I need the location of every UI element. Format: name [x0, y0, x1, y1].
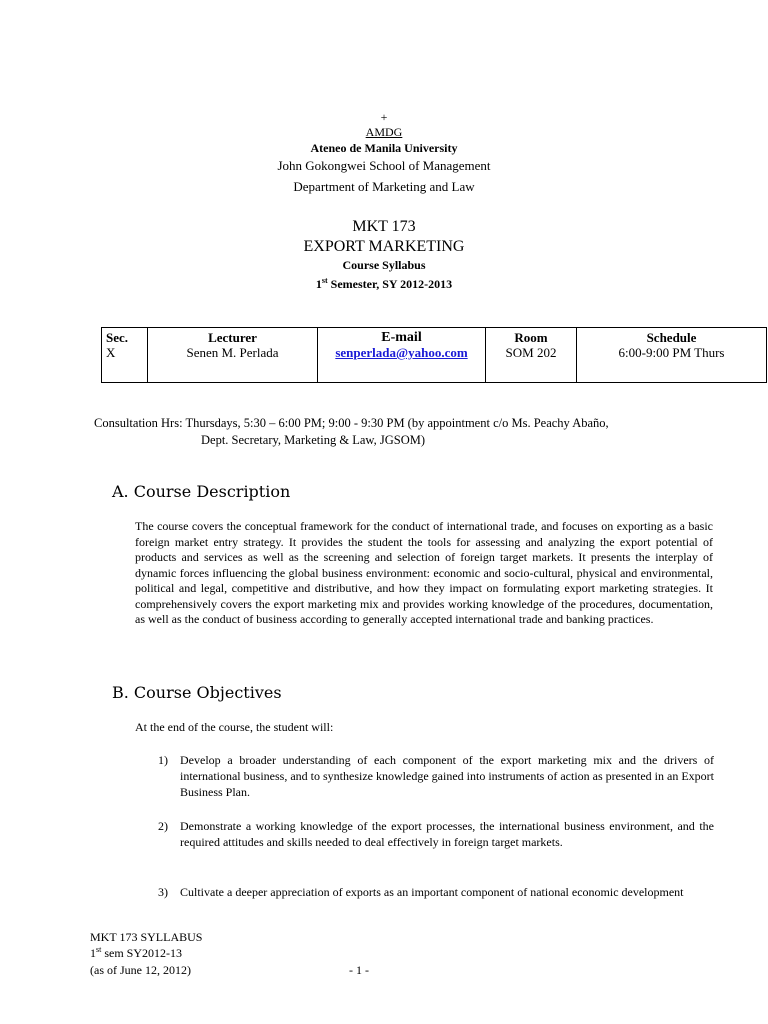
footer-course: MKT 173 SYLLABUS [90, 930, 203, 944]
email-cell [318, 328, 486, 383]
plus-mark: + [380, 110, 388, 124]
table-row [102, 328, 767, 383]
room-value: SOM 202 [505, 345, 557, 360]
list-number: 3) [158, 885, 168, 899]
list-item [158, 884, 714, 900]
semester-line: 1st Semester, SY 2012-2013 [315, 276, 453, 291]
email-link[interactable]: senperlada@yahoo.com [335, 345, 468, 360]
section-value: X [106, 345, 116, 360]
lecturer-cell [148, 328, 318, 383]
room-header: Room [514, 330, 548, 345]
course-code: MKT 173 [352, 218, 416, 235]
course-description-text: The course covers the conceptual framework for the conduct of international trade, and focuses on exporting as a basic foreign market entry strategy. It provides the student the tools for assessing and analyzing the export potential of products and services as well as the screening and selection of foreign target markets. It presents the interplay of dynamic forces influencing the global business environment: economic and socio-cultural, physical and environmental, political and legal, competitive and distributive, and how they impact on formulating export marketing strategies. It comprehensively covers the export marketing mix and provides working knowledge of the procedures, documentation, as well as the conduct of business according to generally accepted international trade and banking practices. [135, 519, 713, 626]
email-header: E-mail [381, 330, 422, 345]
amdg-line: AMDG [365, 125, 403, 139]
footer-semester: 1st sem SY2012-13 [90, 945, 183, 960]
schedule-cell [577, 328, 767, 383]
list-text: Cultivate a deeper appreciation of exports as an important component of national economic development [180, 885, 684, 899]
list-text: Demonstrate a working knowledge of the export processes, the international business environment, and the required attitudes and skills needed to deal effectively in foreign target markets. [180, 819, 714, 849]
list-item [158, 752, 714, 800]
consultation-hours: Consultation Hrs: Thursdays, 5:30 – 6:00 PM; 9:00 - 9:30 PM (by appointment c/o Ms. Peachy Abaño, [94, 416, 609, 430]
course-info-table [101, 327, 767, 383]
page-number: - 1 - [349, 963, 369, 977]
lecturer-value: Senen M. Perlada [186, 345, 279, 360]
section-a-heading: A. Course Description [112, 482, 291, 501]
consultation-hours-cont: Dept. Secretary, Marketing & Law, JGSOM) [201, 433, 426, 447]
list-number: 2) [158, 819, 168, 833]
schedule-value: 6:00-9:00 PM Thurs [618, 345, 725, 360]
course-title: EXPORT MARKETING [303, 238, 465, 255]
list-number: 1) [158, 753, 168, 767]
section-b-heading: B. Course Objectives [112, 683, 282, 702]
university-name: Ateneo de Manila University [310, 141, 458, 155]
room-cell [486, 328, 577, 383]
section-cell [102, 328, 148, 383]
schedule-header: Schedule [646, 330, 697, 345]
doc-type: Course Syllabus [342, 258, 426, 272]
school-name: John Gokongwei School of Management [277, 158, 491, 173]
lecturer-header: Lecturer [208, 330, 257, 345]
department-name: Department of Marketing and Law [293, 179, 475, 194]
section-header: Sec. [106, 330, 129, 345]
objectives-intro: At the end of the course, the student will: [135, 720, 334, 734]
list-item [158, 818, 714, 850]
list-text: Develop a broader understanding of each component of the export marketing mix and the drivers of international business, and to synthesize knowledge gained into instruments of action as presented in an Export Business Plan. [180, 753, 714, 799]
footer-date: (as of June 12, 2012) [90, 963, 191, 977]
